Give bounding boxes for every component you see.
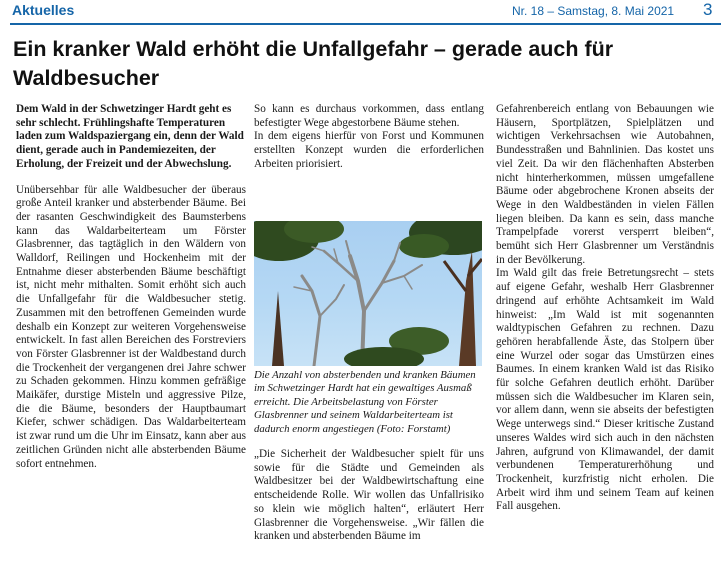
forest-photo <box>254 221 482 366</box>
body-paragraph: So kann es durchaus vorkommen, dass entlang befestigter Wege abgestorbene Bäume stehen. <box>254 103 484 129</box>
body-paragraph: Gefahrenbereich entlang von Bebauungen wie Häusern, Sportplätzen, Spielplätzen und wichtigen Verkehrsachsen wie Autobahnen, Bundesstraßen und Bahnlinien. Das kostet uns viel Zeit. Da wir den flächenhaften Absterben nicht hinterherkommen, müssen umgefallene Bäume oder abgebrochene Kronen abseits der Wege in den Waldbeständen in vielen Fällen liegen bleiben. Da kann es sein, dass manche Trampelpfade vorerst versperrt bleiben“, bemüht sich Herr Glasbrenner um Verständnis in der Bevölkerung. <box>496 103 714 266</box>
column-2 <box>254 103 484 544</box>
issue-date: Nr. 18 – Samstag, 8. Mai 2021 <box>512 4 675 18</box>
photo-caption: Die Anzahl von absterbenden und kranken Bäumen im Schwetzinger Hardt hat ein gewaltiges Ausmaß erreicht. Die Arbeitsbelastung von Förster Glasbrenner und seinem Waldarbeiterteam ist dadurch enorm angestiegen (Foto: Forstamt) <box>254 368 476 435</box>
dead-trees-illustration <box>254 221 482 366</box>
body-paragraph: In dem eigens hierfür von Forst und Kommunen erstellten Konzept wurden die erforderlichen Arbeiten priorisiert. <box>254 130 484 170</box>
section-label: Aktuelles <box>12 2 75 18</box>
header-rule <box>10 23 721 25</box>
page-header <box>0 0 727 24</box>
column-3 <box>496 103 714 514</box>
page-number: 3 <box>703 0 713 19</box>
body-paragraph: „Die Sicherheit der Waldbesucher spielt für uns sowie für die Städte und Gemeinden als Waldbesitzer bei der Waldbewirtschaftung eine entscheidende Rolle. Wir wollen das Unfallrisiko so klein wie möglich halten“, erläutert Herr Glasbrenner die Vorgehensweise. „Wir fällen die kranken und absterbenden Bäume im <box>254 448 484 543</box>
article-headline: Ein kranker Wald erhöht die Unfallgefahr – gerade auch für Waldbesucher <box>13 37 614 90</box>
body-paragraph: Im Wald gilt das freie Betretungsrecht – stets auf eigene Gefahr, weshalb Herr Glasbrenner dringend auf erhöhte Achtsamkeit im Wald hinweist: „Im Wald ist mit sogenannten waldtypischen Gefahren zu rechnen. Dazu gehören herabfallende Äste, das Stolpern über eine Wurzel oder sogar das Umstürzen eines Baumes. In einem kranken Wald ist das Risiko für solche Gefahren deutlich erhöht. Darüber müssen sich die Waldbesucher im Klaren sein, vor allem dann, wenn sie abseits der befestigten Wege unterwegs sind.“ Dieser kritische Zustand unseres Waldes wird sich auch in den nächsten Jahren, aufgrund von Klimawandel, der damit verbundenen Temperaturerhöhung und Trockenheit, kurzfristig nicht erholen. Die Arbeit wird ihm und seinem Team auf keinen Fall ausgehen. <box>496 267 714 513</box>
article-lead: Dem Wald in der Schwetzinger Hardt geht es sehr schlecht. Frühlingshafte Temperaturen laden zum Waldspaziergang ein, denn der Wald dient, gerade auch in Pandemiezeiten, der Erholung, der Freizeit und der Abwechslung. <box>16 103 244 170</box>
column-1 <box>16 103 246 471</box>
body-paragraph: Unübersehbar für alle Waldbesucher der überaus große Anteil kranker und absterbender Bäume. Bei der rasanten Geschwindigkeit des Baumsterbens kann das Waldarbeiterteam um Förster Glasbrenner, das tagtäglich in den Wäldern von Walldorf, Reilingen und Hockenheim mit der Entnahme dieser absterbenden Bäume beschäftigt ist, nicht mehr mithalten. Somit erhöht sich auch die Unfallgefahr für die Waldbesucher stetig. Zusammen mit den betroffenen Gemeinden wurde deshalb ein Konzept zur weiteren Vorgehensweise entwickelt. In fast allen Bereichen des Forstreviers von Förster Glasbrenner ist der Waldbestand durch die Trockenheit der vergangenen drei Jahre schwer zu Schaden gekommen. Hinzu kommen gefräßige Maikäfer, durstige Misteln und aggressive Pilze, die die Bäume, besonders der Hauptbaumart Kiefer, schwer schädigen. Das Waldarbeiterteam ist zwar rund um die Uhr im Einsatz, kann aber aus zeitlichen Gründen nicht alle absterbenden Bäume sofort entnehmen. <box>16 183 246 470</box>
